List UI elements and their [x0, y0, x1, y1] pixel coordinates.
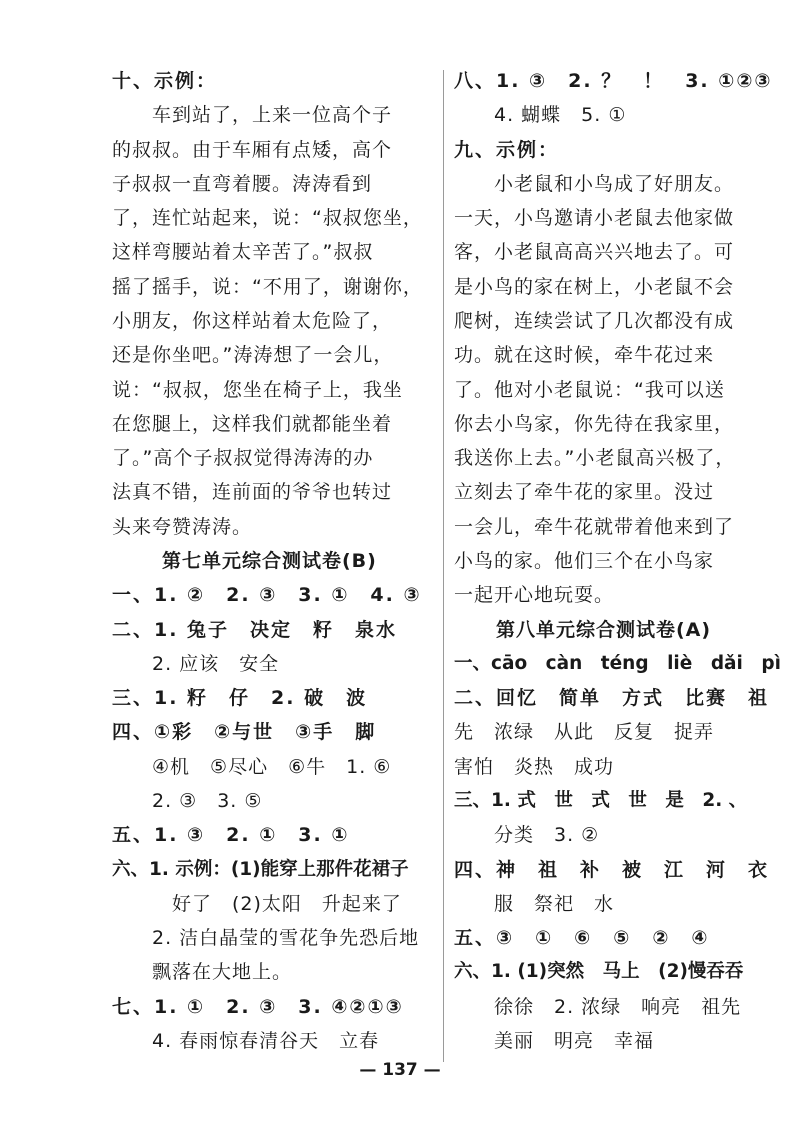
text-line: 车到站了，上来一位高个子: [112, 104, 393, 127]
text-line: 了。他对小老鼠说：“我可以送: [454, 378, 725, 401]
text-line: 一起开心地玩耍。: [454, 584, 615, 607]
text-line: 在您腿上，这样我们就都能坐着: [112, 412, 393, 435]
unit-8-test-a-title: 第八单元综合测试卷(A): [496, 618, 712, 641]
text-line: 还是你坐吧。”涛涛想了一会儿，: [112, 344, 394, 367]
answer-line: 分类 3. ②: [454, 824, 600, 847]
text-line: 这样弯腰站着太辛苦了。”叔叔: [112, 241, 374, 264]
answer-line: 害怕 炎热 成功: [454, 755, 615, 778]
text-line: 一会儿，牵牛花就带着他来到了: [454, 515, 735, 538]
answer-line: 八、1. ③ 2. ？ ！ 3. ①②③: [454, 70, 773, 92]
text-line: 子叔叔一直弯着腰。涛涛看到: [112, 172, 373, 195]
text-line: 是小鸟的家在树上，小老鼠不会: [454, 275, 735, 298]
section-9-heading: 九、示例：: [454, 138, 560, 161]
text-line: 摇了摇手，说：“不用了，谢谢你，: [112, 275, 423, 298]
answer-line: 二、1. 兔子 决定 籽 泉水: [112, 618, 398, 641]
answer-line: 四、①彩 ②与世 ③手 脚: [112, 721, 377, 744]
answer-line: 二、回忆 简单 方式 比赛 祖: [454, 687, 770, 710]
answer-line: 4. 蝴蝶 5. ①: [454, 104, 627, 127]
answer-line: 4. 春雨惊春清谷天 立春: [112, 1030, 380, 1052]
text-line: 小鸟的家。他们三个在小鸟家: [454, 550, 715, 572]
answer-line: 2. 应该 安全: [112, 652, 280, 675]
text-line: 一天，小鸟邀请小老鼠去他家做: [454, 207, 735, 230]
answer-line: 飘落在大地上。: [112, 961, 293, 984]
answer-line: ④机 ⑤尽心 ⑥牛 1. ⑥: [112, 755, 392, 778]
text-line: 爬树，连续尝试了几次都没有成: [454, 310, 735, 332]
page-footer: [0, 1058, 800, 1082]
answer-line: 三、1. 式 世 式 世 是 2. 、: [454, 790, 748, 811]
text-line: 了，连忙站起来，说：“叔叔您坐，: [112, 207, 423, 230]
text-line: 了。”高个子叔叔觉得涛涛的办: [112, 447, 374, 470]
answer-line: 六、1. 示例：(1)能穿上那件花裙子: [112, 858, 409, 880]
text-line: 头来夸赞涛涛。: [112, 515, 253, 538]
answer-line: 五、③ ① ⑥ ⑤ ② ④: [454, 927, 710, 950]
text-line: 小老鼠和小鸟成了好朋友。: [454, 172, 735, 195]
text-line: 说：“叔叔，您坐在椅子上，我坐: [112, 378, 403, 401]
answer-line: 三、1. 籽 仔 2. 破 波: [112, 687, 368, 710]
answer-line: 2. ③ 3. ⑤: [112, 790, 263, 812]
answer-line: 2. 洁白晶莹的雪花争先恐后地: [112, 927, 420, 950]
section-10-heading: 十、示例：: [112, 70, 218, 92]
text-line: 的叔叔。由于车厢有点矮，高个: [112, 138, 393, 161]
text-line: 客，小老鼠高高兴兴地去了。可: [454, 241, 735, 264]
text-line: 法真不错，连前面的爷爷也转过: [112, 481, 393, 504]
text-line: 我送你上去。”小老鼠高兴极了，: [454, 447, 736, 470]
answer-line: 四、神 祖 补 被 江 河 衣: [454, 858, 770, 881]
answer-line: 美丽 明亮 幸福: [454, 1030, 655, 1052]
column-divider: [443, 70, 444, 1062]
answer-line: 好了 (2)太阳 升起来了: [112, 892, 402, 915]
answer-line: 一、cāo càn téng liè dǎi pì: [454, 652, 781, 674]
answer-line: 一、1. ② 2. ③ 3. ① 4. ③: [112, 584, 422, 607]
answer-line: 六、1. (1)突然 马上 (2)慢吞吞: [454, 961, 744, 983]
page-number: — 137 —: [359, 1060, 441, 1080]
unit-7-test-b-title: 第七单元综合测试卷(B): [162, 550, 377, 572]
answer-line: 徐徐 2. 浓绿 响亮 祖先: [454, 995, 742, 1018]
answer-line: 五、1. ③ 2. ① 3. ①: [112, 824, 350, 847]
text-line: 小朋友，你这样站着太危险了，: [112, 310, 393, 332]
answer-line: 先 浓绿 从此 反复 捉弄: [454, 721, 715, 744]
answer-line: 服 祭祀 水: [454, 892, 615, 915]
text-line: 立刻去了牵牛花的家里。没过: [454, 481, 715, 504]
answer-line: 七、1. ① 2. ③ 3. ④②①③: [112, 995, 404, 1018]
text-line: 你去小鸟家，你先待在我家里，: [454, 412, 735, 435]
text-line: 功。就在这时候，牵牛花过来: [454, 344, 715, 367]
